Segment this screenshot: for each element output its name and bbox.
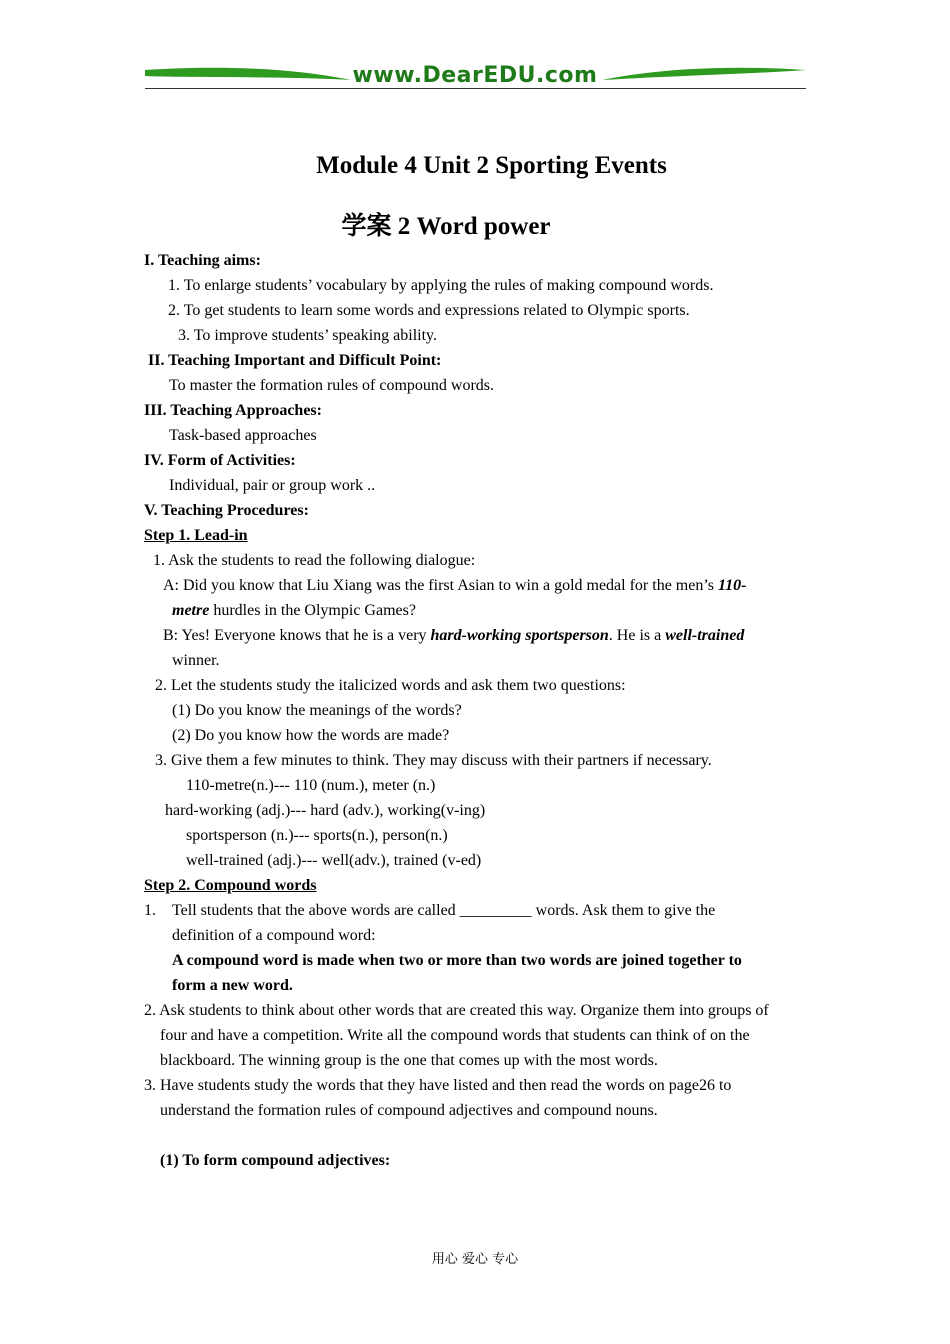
dialogue-b-mid: . He is a [608, 627, 666, 644]
word-breakdown-2: hard-working (adj.)--- hard (adv.), working(v-ing) [165, 802, 486, 819]
dialogue-b-emphasis-2: well-trained [665, 627, 745, 644]
word-breakdown-1: 110-metre(n.)--- 110 (num.), meter (n.) [186, 777, 436, 794]
dialogue-line-a-cont [172, 598, 416, 623]
word-breakdown-4: well-trained (adj.)--- well(adv.), trained (v-ed) [186, 852, 482, 869]
header-rule [145, 88, 806, 89]
page-footer: 用心 爱心 专心 [431, 1252, 519, 1267]
approach-text: Task-based approaches [169, 427, 317, 444]
compound-adjectives-heading: (1) To form compound adjectives: [160, 1152, 391, 1169]
procedures-heading: V. Teaching Procedures: [144, 502, 309, 519]
dialogue-line-a [163, 573, 746, 598]
aim-1: 1. To enlarge students’ vocabulary by applying the rules of making compound words. [168, 277, 714, 294]
definition-line-2: form a new word. [172, 977, 293, 994]
question-1: (1) Do you know the meanings of the words? [172, 702, 462, 719]
page-header [0, 0, 950, 100]
question-2: (2) Do you know how the words are made? [172, 727, 450, 744]
dialogue-b-text: B: Yes! Everyone knows that he is a very [163, 627, 431, 644]
step2-item-1-line-1: Tell students that the above words are called _________ words. Ask them to give the [172, 902, 716, 919]
step2-heading: Step 2. Compound words [144, 877, 317, 894]
step1-heading: Step 1. Lead-in [144, 527, 248, 544]
dialogue-a-emphasis-2: metre [172, 602, 210, 619]
step1-item-3: 3. Give them a few minutes to think. They may discuss with their partners if necessary. [155, 752, 712, 769]
dialogue-line-b [163, 623, 744, 648]
step1-item-1: 1. Ask the students to read the following dialogue: [153, 552, 476, 569]
word-breakdown-3: sportsperson (n.)--- sports(n.), person(n.) [186, 827, 448, 844]
dialogue-b-emphasis: hard-working sportsperson [430, 627, 609, 644]
step2-item-3-line-2: understand the formation rules of compound adjectives and compound nouns. [160, 1102, 658, 1119]
document-subtitle: 学案 2 Word power [341, 213, 551, 240]
step2-item-1-number: 1. [144, 902, 156, 919]
aim-3: 3. To improve students’ speaking ability. [178, 327, 437, 344]
step2-item-3-line-1: 3. Have students study the words that they have listed and then read the words on page26 to [144, 1077, 732, 1094]
definition-line-1: A compound word is made when two or more than two words are joined together to [172, 952, 742, 969]
aim-2: 2. To get students to learn some words and expressions related to Olympic sports. [168, 302, 690, 319]
step2-item-1-line-2: definition of a compound word: [172, 927, 376, 944]
site-logo: www.DearEDU.com [352, 63, 598, 88]
dialogue-a-tail: hurdles in the Olympic Games? [209, 602, 416, 619]
step2-item-2-line-3: blackboard. The winning group is the one that comes up with the most words. [160, 1052, 658, 1069]
point-text: To master the formation rules of compound words. [169, 377, 495, 394]
aims-heading: I. Teaching aims: [144, 252, 261, 269]
approach-heading: III. Teaching Approaches: [144, 402, 322, 419]
dialogue-a-text: A: Did you know that Liu Xiang was the first Asian to win a gold medal for the men’s [163, 577, 719, 594]
form-text: Individual, pair or group work .. [169, 477, 376, 494]
dialogue-line-b-cont: winner. [172, 652, 220, 669]
step2-item-2-line-2: four and have a competition. Write all the compound words that students can think of on the [160, 1027, 750, 1044]
step2-item-2-line-1: 2. Ask students to think about other words that are created this way. Organize them into groups of [144, 1002, 769, 1019]
point-heading: II. Teaching Important and Difficult Point: [148, 352, 442, 369]
step1-item-2: 2. Let the students study the italicized words and ask them two questions: [155, 677, 626, 694]
document-title: Module 4 Unit 2 Sporting Events [316, 152, 667, 179]
dialogue-a-emphasis: 110- [718, 577, 747, 594]
form-heading: IV. Form of Activities: [144, 452, 296, 469]
